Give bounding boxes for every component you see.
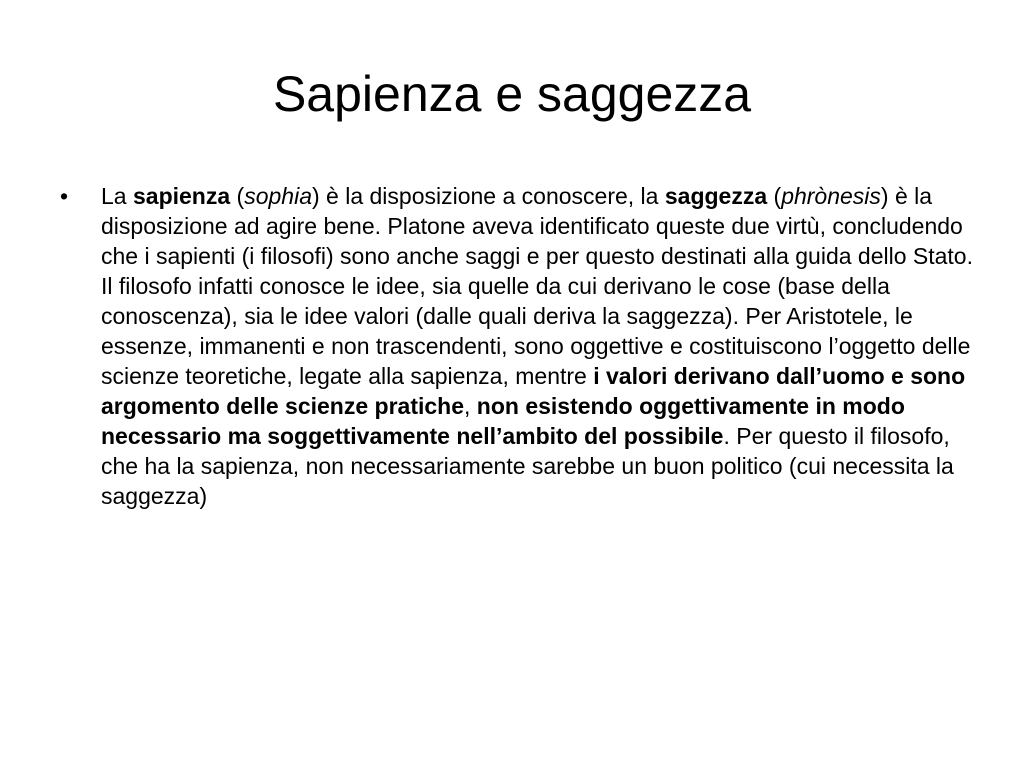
term-saggezza: saggezza	[664, 183, 768, 209]
term-sophia: sophia	[244, 183, 312, 209]
emphasis-non-esistendo: non esistendo oggettivamente in modo necessario ma soggettivamente nell’ambito del possibile	[101, 393, 905, 449]
text-segment: ,	[464, 393, 477, 419]
bullet-list	[60, 181, 980, 511]
text-segment: ) è la disposizione a conoscere, la	[311, 183, 665, 209]
text-segment: ) è la disposizione ad agire bene. Platone aveva identificato queste due virtù, concludendo che i sapienti (i filosofi) sono anche saggi e per questo destinati alla guida dello Stato. Il filosofo infatti conosce le idee, sia quelle da cui derivano le cose (base della conoscenza), sia le idee valori (dalle quali deriva la saggezza). Per Aristotele, le essenze, immanenti e non trascendenti, sono oggettive e costituiscono l’oggetto delle scienze teoretiche, legate alla sapienza, mentre	[101, 183, 973, 389]
bullet-item	[60, 181, 980, 511]
text-segment: . Per questo il filosofo, che ha la sapienza, non necessariamente sarebbe un buon politico (cui necessita la saggezza)	[101, 423, 954, 509]
slide-title: Sapienza e saggezza	[272, 66, 752, 122]
slide-body	[60, 181, 980, 511]
text-segment: (	[767, 183, 782, 209]
term-phronesis: phrònesis	[781, 183, 881, 209]
bullet-paragraph	[101, 183, 973, 509]
emphasis-valori: i valori derivano dall’uomo e sono argomento delle scienze pratiche	[101, 363, 966, 419]
text-segment: La	[101, 183, 133, 209]
text-segment: (	[230, 183, 245, 209]
term-sapienza: sapienza	[132, 183, 231, 209]
bullet-marker: •	[60, 183, 69, 209]
